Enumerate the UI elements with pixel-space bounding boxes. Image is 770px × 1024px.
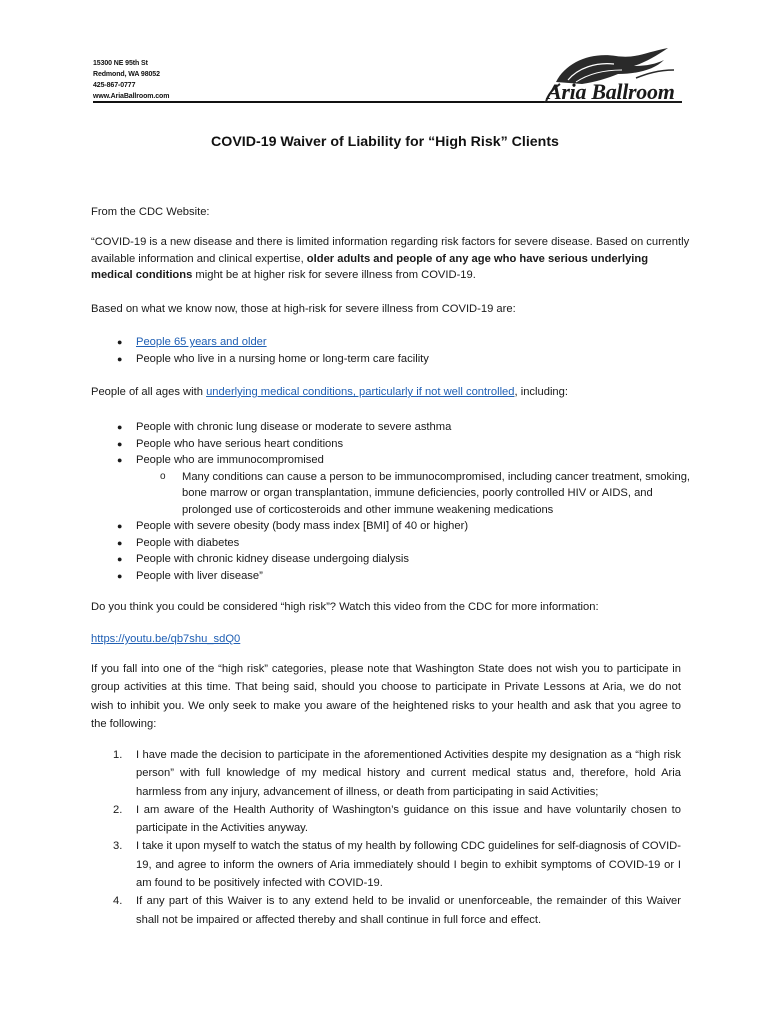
list-item xyxy=(91,518,691,535)
agreement-number: 1. xyxy=(113,749,123,761)
bullet-icon: ● xyxy=(117,554,123,564)
conditions-intro-text: People of all ages with xyxy=(91,386,207,398)
list-item xyxy=(91,351,691,368)
list-item xyxy=(91,436,691,453)
list-item-text: People with diabetes xyxy=(136,536,240,549)
high-risk-intro: Based on what we know now, those at high-risk for severe illness from COVID-19 are: xyxy=(91,303,516,315)
agreement-number: 2. xyxy=(113,803,123,816)
bullet-icon: ● xyxy=(117,438,123,449)
list-item xyxy=(91,334,691,351)
list-item-text: People who live in a nursing home or long-term care facility xyxy=(136,352,429,365)
page-title: COVID-19 Waiver of Liability for “High Risk” Clients xyxy=(211,134,559,150)
address-website: www.AriaBallroom.com xyxy=(93,93,170,100)
list-item-text: People with severe obesity (body mass index [BMI] of 40 or higher) xyxy=(136,520,469,532)
letterhead-address xyxy=(93,58,169,102)
address-phone: 425-867-0777 xyxy=(93,82,136,89)
agreement-item xyxy=(91,837,681,892)
bullet-icon: ● xyxy=(117,537,123,548)
video-link-line xyxy=(91,631,691,648)
sub-list-item xyxy=(136,469,691,519)
list-item xyxy=(91,419,691,436)
list-item-text: People who are immunocompromised xyxy=(136,454,324,466)
list-item xyxy=(91,452,691,518)
agreement-list xyxy=(91,746,681,929)
quote-text-end: might be at higher risk for severe illness from COVID-19. xyxy=(192,269,476,281)
bullet-icon: ● xyxy=(117,455,123,465)
people-65-link[interactable]: People 65 years and older xyxy=(136,336,267,348)
agreement-text: If any part of this Waiver is to any extend held to be invalid or unenforceable, the remainder of this Waiver shall not be impaired or affected thereby and shall continue in full force and effect. xyxy=(136,895,681,926)
cdc-video-link[interactable]: https://youtu.be/qb7shu_sdQ0 xyxy=(91,633,241,645)
video-prompt: Do you think you could be considered “high risk”? Watch this video from the CDC for more information: xyxy=(91,601,599,613)
conditions-list xyxy=(91,419,691,584)
high-risk-list xyxy=(91,334,691,367)
immuno-sublist xyxy=(136,469,691,519)
list-item-text: People with liver disease” xyxy=(136,569,263,582)
bullet-icon: ● xyxy=(117,337,123,347)
agreement-text: I am aware of the Health Authority of Washington’s guidance on this issue and have voluntarily chosen to participate in the Activities anyway. xyxy=(136,803,681,835)
list-item-text: People with chronic kidney disease undergoing dialysis xyxy=(136,553,410,565)
list-item xyxy=(91,551,691,568)
list-item-text: People with chronic lung disease or moderate to severe asthma xyxy=(136,421,452,433)
agreement-text: I take it upon myself to watch the status of my health by following CDC guidelines for self-diagnosis of COVID-19, and agree to inform the owners of Aria immediately should I begin to exhibit symptoms of COVID-19 or I am found to be positively infected with COVID-19. xyxy=(136,840,681,890)
list-item xyxy=(91,568,691,585)
quote-emphasis: older adults and people of any age who have serious underlying medical conditions xyxy=(91,252,649,281)
sub-list-item-text: Many conditions can cause a person to be immunocompromised, including cancer treatment, smoking, bone marrow or organ transplantation, immune deficiencies, poorly controlled HIV or AIDS, and prolonged use of corticosteroids and other immune weakening medications xyxy=(182,470,691,516)
agreement-text: I have made the decision to participate in the aforementioned Activities despite my designation as a “high risk person” with full knowledge of my medical history and current medical status and, therefore, hold Aria harmless from any injury, advancement of illness, or death from participating in said Activities; xyxy=(136,749,681,798)
agreement-item xyxy=(91,746,681,801)
quote-text: “COVID-19 is a new disease and there is limited information regarding risk factors for severe disease. Based on currently available information and clinical expertise, xyxy=(91,236,690,265)
bullet-icon: ● xyxy=(117,422,123,432)
cdc-quote xyxy=(91,234,691,284)
conditions-intro-end: , including: xyxy=(514,386,568,398)
agreement-number: 3. xyxy=(113,840,123,853)
agreement-item xyxy=(91,892,681,929)
sub-bullet-icon: o xyxy=(160,470,166,482)
washington-paragraph: If you fall into one of the “high risk” categories, please note that Washington State does not wish you to participate in group activities at this time. That being said, should you choose to participate in Private Lessons at Aria, we do not wish to inhibit you. We only seek to make you aware of the heightened risks to your health and ask that you agree to the following: xyxy=(91,663,681,730)
logo-wordmark: Aria Ballroom xyxy=(547,79,675,104)
list-item-text: People who have serious heart conditions xyxy=(136,437,344,450)
agreement-item xyxy=(91,801,681,838)
bullet-icon: ● xyxy=(117,353,123,364)
intro-text: From the CDC Website: xyxy=(91,206,210,218)
address-city: Redmond, WA 98052 xyxy=(93,71,160,78)
agreement-number: 4. xyxy=(113,895,123,908)
bullet-icon: ● xyxy=(117,570,123,581)
address-street: 15300 NE 95th St xyxy=(93,60,148,67)
underlying-conditions-link[interactable]: underlying medical conditions, particularly if not well controlled xyxy=(206,386,515,398)
list-item xyxy=(91,535,691,552)
bullet-icon: ● xyxy=(117,521,123,531)
conditions-intro xyxy=(91,384,691,401)
